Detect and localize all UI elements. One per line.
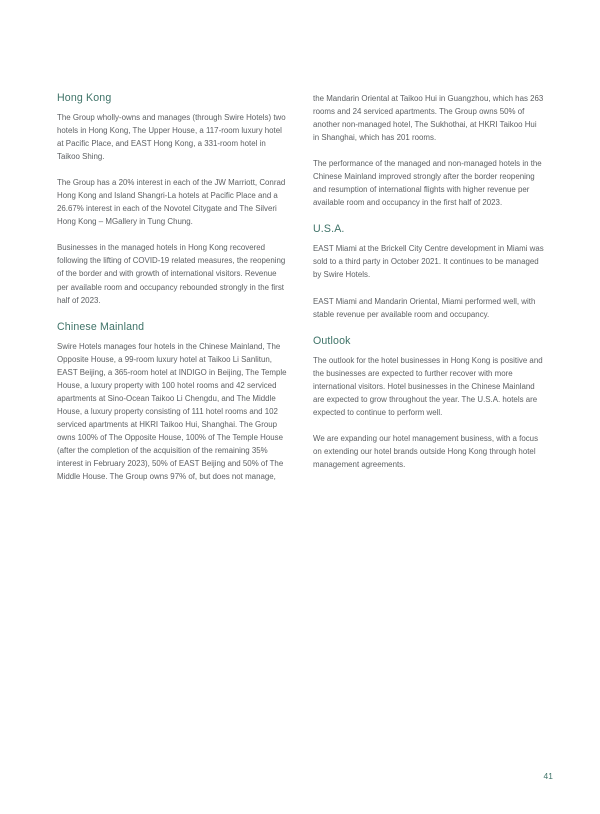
right-text-column bbox=[313, 91, 544, 471]
section-heading-chinese-mainland: Chinese Mainland bbox=[57, 320, 145, 333]
paragraph-outlook-1: The outlook for the hotel businesses in Hong Kong is positive and the businesses are expected to further recover with more international visitors. Hotel businesses in the Chinese Mainland are expected to grow throughout the year. The U.S.A. hotels are expected to continue to perform well. bbox=[313, 355, 543, 417]
section-heading-hong-kong: Hong Kong bbox=[57, 92, 112, 104]
paragraph-hong-kong-3: Businesses in the managed hotels in Hong Kong recovered following the lifting of COVID-19 related measures, the reopening of the border and with growth of international visitors. Revenue per available room and occupancy rebounded strongly in the first half of 2023. bbox=[57, 243, 286, 305]
left-text-column bbox=[57, 91, 288, 483]
paragraph-chinese-mainland-1: Swire Hotels manages four hotels in the Chinese Mainland, The Opposite House, a 99-room luxury hotel at Taikoo Li Sanlitun, EAST Beijing, a 365-room hotel at INDIGO in Beijing, The Temple House, a luxury property with 100 hotel rooms and 42 serviced apartments at Sino-Ocean Taikoo Li Chengdu, and The Middle House, a luxury property consisting of 111 hotel rooms and 102 serviced apartments at HKRI Taikoo Hui, Shanghai. The Group owns 100% of The Opposite House, 100% of The Temple House (after the completion of the acquisition of the remaining 35% interest in February 2023), 50% of EAST Beijing and 50% of The Middle House. The Group owns 97% of, but does not manage, bbox=[57, 341, 287, 482]
section-heading-usa: U.S.A. bbox=[313, 223, 345, 236]
paragraph-hong-kong-2: The Group has a 20% interest in each of the JW Marriott, Conrad Hong Kong and Island Shangri-La hotels at Pacific Place and a 26.67% interest in each of the Novotel Citygate and The Silveri Hong Kong – MGallery in Tung Chung. bbox=[57, 178, 286, 227]
paragraph-hong-kong-1: The Group wholly-owns and manages (through Swire Hotels) two hotels in Hong Kong, The Upper House, a 117-room luxury hotel at Pacific Place, and EAST Hong Kong, a 331-room hotel in Taikoo Shing. bbox=[57, 113, 286, 162]
paragraph-outlook-2: We are expanding our hotel management business, with a focus on extending our hotel brands outside Hong Kong through hotel management agreements. bbox=[313, 433, 539, 469]
page-number: 41 bbox=[543, 771, 553, 781]
page-content-area bbox=[57, 91, 544, 483]
section-heading-outlook: Outlook bbox=[313, 334, 351, 347]
paragraph-usa-2: EAST Miami and Mandarin Oriental, Miami performed well, with stable revenue per available room and occupancy. bbox=[313, 296, 536, 319]
paragraph-chinese-mainland-performance: The performance of the managed and non-managed hotels in the Chinese Mainland improved strongly after the border reopening and resumption of international flights with higher revenue per available room and occupancy in the first half of 2023. bbox=[313, 159, 542, 208]
paragraph-chinese-mainland-continuation: the Mandarin Oriental at Taikoo Hui in Guangzhou, which has 263 rooms and 24 serviced apartments. The Group owns 50% of another non-managed hotel, The Sukhothai, at HKRI Taikoo Hui in Shanghai, which has 201 rooms. bbox=[313, 94, 544, 143]
paragraph-usa-1: EAST Miami at the Brickell City Centre development in Miami was sold to a third party in October 2021. It continues to be managed by Swire Hotels. bbox=[313, 244, 544, 280]
